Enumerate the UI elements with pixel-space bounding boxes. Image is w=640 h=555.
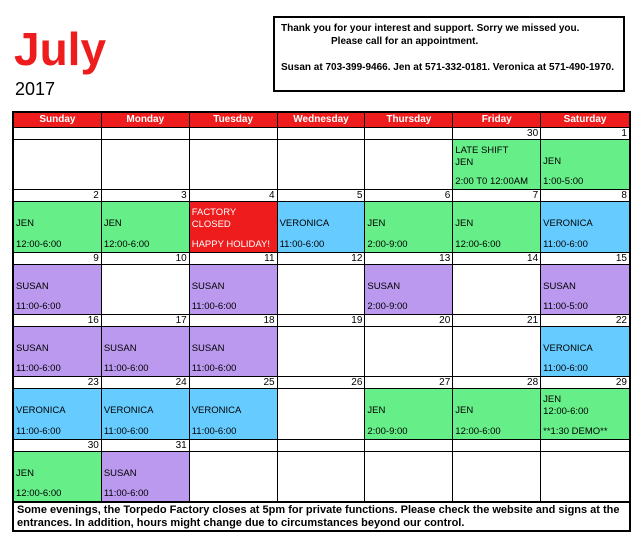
day-cell bbox=[541, 189, 629, 251]
shift-time: 11:00-6:00 bbox=[103, 425, 149, 437]
shift-detail: CLOSED bbox=[191, 219, 231, 231]
shift-block bbox=[14, 140, 101, 189]
day-cell bbox=[278, 439, 366, 501]
day-cell bbox=[190, 127, 278, 189]
shift-block bbox=[14, 452, 101, 501]
day-cell bbox=[541, 439, 629, 501]
shift-detail: JEN bbox=[455, 157, 474, 168]
note-line-3: Susan at 703-399-9466. Jen at 571-332-0181. Veronica at 571-490-1970. bbox=[281, 62, 614, 73]
month-title: July bbox=[14, 23, 107, 75]
day-number bbox=[278, 440, 365, 452]
day-number: 10 bbox=[102, 253, 189, 265]
shift-block bbox=[453, 452, 540, 501]
day-cell bbox=[541, 127, 629, 189]
note-line-2: Please call for an appointment. bbox=[331, 36, 479, 47]
shift-name: SUSAN bbox=[367, 280, 401, 292]
shift-time: 11:00-6:00 bbox=[103, 487, 149, 499]
shift-name: JEN bbox=[103, 218, 122, 230]
weekday-header bbox=[14, 113, 629, 127]
day-cell bbox=[190, 439, 278, 501]
day-number: 28 bbox=[453, 377, 540, 389]
shift-time: 11:00-6:00 bbox=[103, 363, 149, 375]
shift-time: 11:00-6:00 bbox=[16, 363, 61, 375]
shift-block bbox=[453, 389, 540, 438]
day-cell bbox=[14, 439, 102, 501]
shift-name: JEN bbox=[367, 218, 386, 230]
weekday-tuesday: Tuesday bbox=[190, 113, 278, 127]
shift-name: SUSAN bbox=[543, 280, 576, 292]
day-cell bbox=[541, 314, 629, 376]
weekday-thursday: Thursday bbox=[365, 113, 453, 127]
day-number: 27 bbox=[365, 377, 452, 389]
day-cell bbox=[14, 252, 102, 314]
day-cell bbox=[278, 376, 366, 438]
shift-name: VERONICA bbox=[103, 405, 154, 417]
day-cell bbox=[102, 189, 190, 251]
shift-block bbox=[453, 265, 540, 314]
shift-name: SUSAN bbox=[16, 342, 49, 354]
day-cell bbox=[453, 314, 541, 376]
shift-name: JEN bbox=[543, 156, 562, 167]
day-number bbox=[190, 128, 277, 140]
shift-block bbox=[190, 452, 277, 501]
shift-detail: 12:00-6:00 bbox=[543, 406, 589, 418]
day-number: 25 bbox=[190, 377, 277, 389]
shift-time: 11:00-6:00 bbox=[543, 238, 588, 250]
day-number: 29 bbox=[541, 377, 629, 389]
shift-block bbox=[102, 202, 189, 251]
day-number bbox=[365, 128, 452, 140]
day-cell bbox=[14, 376, 102, 438]
shift-name: VERONICA bbox=[543, 218, 593, 230]
shift-block bbox=[14, 389, 101, 438]
day-cell bbox=[102, 314, 190, 376]
shift-name: JEN bbox=[16, 467, 34, 479]
shift-name: JEN bbox=[455, 218, 474, 230]
day-cell bbox=[541, 376, 629, 438]
shift-block bbox=[190, 140, 277, 189]
shift-time: HAPPY HOLIDAY! bbox=[191, 238, 271, 250]
shift-block bbox=[541, 389, 629, 438]
day-number: 11 bbox=[190, 253, 277, 265]
day-cell bbox=[278, 127, 366, 189]
day-cell bbox=[14, 314, 102, 376]
day-cell bbox=[278, 189, 366, 251]
shift-time: 11:00-5:00 bbox=[543, 300, 588, 312]
shift-block bbox=[453, 327, 540, 376]
weekday-wednesday: Wednesday bbox=[278, 113, 366, 127]
shift-block bbox=[278, 327, 365, 376]
day-cell bbox=[102, 376, 190, 438]
shift-block bbox=[541, 327, 629, 376]
calendar-weeks bbox=[14, 127, 629, 501]
day-number bbox=[541, 440, 629, 452]
shift-name: VERONICA bbox=[16, 405, 66, 417]
day-number: 13 bbox=[365, 253, 452, 265]
shift-block bbox=[102, 140, 189, 189]
day-cell bbox=[541, 252, 629, 314]
shift-block bbox=[365, 389, 452, 438]
shift-name: LATE SHIFT bbox=[455, 145, 509, 156]
shift-time: 1:00-5:00 bbox=[543, 176, 584, 188]
day-number: 9 bbox=[14, 253, 101, 265]
shift-block bbox=[190, 327, 277, 376]
shift-block bbox=[365, 452, 452, 501]
shift-time: 12:00-6:00 bbox=[455, 238, 501, 250]
day-cell bbox=[365, 439, 453, 501]
year-label: 2017 bbox=[15, 79, 56, 99]
shift-time: 2:00-9:00 bbox=[367, 425, 408, 437]
shift-name: SUSAN bbox=[16, 280, 49, 292]
shift-name: JEN bbox=[455, 405, 474, 417]
day-number: 30 bbox=[14, 440, 101, 452]
day-cell bbox=[453, 252, 541, 314]
shift-block bbox=[190, 265, 277, 314]
day-cell bbox=[278, 252, 366, 314]
day-cell bbox=[190, 314, 278, 376]
shift-time: 12:00-6:00 bbox=[16, 238, 62, 250]
day-cell bbox=[102, 127, 190, 189]
day-cell bbox=[14, 127, 102, 189]
day-number bbox=[14, 128, 101, 140]
day-number bbox=[102, 128, 189, 140]
shift-block bbox=[102, 452, 189, 501]
shift-block bbox=[14, 265, 101, 314]
shift-block bbox=[278, 452, 365, 501]
day-number: 23 bbox=[14, 377, 101, 389]
day-number: 26 bbox=[278, 377, 365, 389]
day-number bbox=[453, 440, 540, 452]
shift-block bbox=[190, 202, 277, 251]
shift-block bbox=[278, 202, 365, 251]
shift-name: SUSAN bbox=[103, 467, 137, 479]
day-number: 4 bbox=[190, 190, 277, 202]
shift-time: 11:00-6:00 bbox=[16, 300, 61, 312]
note-line-1: Thank you for your interest and support. Sorry we missed you. bbox=[281, 23, 580, 34]
shift-name: VERONICA bbox=[191, 405, 242, 417]
day-number: 19 bbox=[278, 315, 365, 327]
day-cell bbox=[453, 376, 541, 438]
day-number: 12 bbox=[278, 253, 365, 265]
day-number bbox=[190, 440, 277, 452]
shift-block bbox=[102, 389, 189, 438]
weekday-friday: Friday bbox=[453, 113, 541, 127]
shift-block bbox=[453, 202, 540, 251]
shift-name: JEN bbox=[543, 394, 562, 406]
shift-time: 11:00-6:00 bbox=[191, 300, 237, 312]
shift-name: SUSAN bbox=[191, 342, 225, 354]
shift-time: 2:00-9:00 bbox=[367, 300, 408, 312]
shift-block bbox=[102, 265, 189, 314]
shift-block bbox=[102, 327, 189, 376]
day-number: 6 bbox=[365, 190, 452, 202]
shift-name: JEN bbox=[16, 218, 34, 230]
shift-name: VERONICA bbox=[279, 218, 330, 230]
shift-block bbox=[453, 140, 540, 189]
day-cell bbox=[278, 314, 366, 376]
shift-block bbox=[365, 140, 452, 189]
day-number: 24 bbox=[102, 377, 189, 389]
day-number bbox=[365, 440, 452, 452]
day-cell bbox=[102, 439, 190, 501]
weekday-monday: Monday bbox=[102, 113, 190, 127]
shift-block bbox=[365, 327, 452, 376]
shift-block bbox=[278, 265, 365, 314]
shift-block bbox=[278, 140, 365, 189]
shift-name: FACTORY bbox=[191, 207, 237, 219]
day-cell bbox=[102, 252, 190, 314]
contact-note bbox=[273, 16, 625, 92]
day-number: 8 bbox=[541, 190, 629, 202]
day-number: 22 bbox=[541, 315, 629, 327]
day-cell bbox=[190, 189, 278, 251]
day-cell bbox=[190, 252, 278, 314]
shift-block bbox=[541, 140, 629, 189]
day-number: 3 bbox=[102, 190, 189, 202]
shift-time: **1:30 DEMO** bbox=[543, 425, 608, 437]
day-number: 15 bbox=[541, 253, 629, 265]
shift-block bbox=[278, 389, 365, 438]
shift-block bbox=[14, 327, 101, 376]
day-cell bbox=[453, 439, 541, 501]
shift-block bbox=[541, 452, 629, 501]
shift-time: 11:00-6:00 bbox=[543, 363, 588, 375]
shift-block bbox=[365, 265, 452, 314]
shift-block bbox=[190, 389, 277, 438]
day-number: 18 bbox=[190, 315, 277, 327]
day-cell bbox=[453, 127, 541, 189]
day-number: 16 bbox=[14, 315, 101, 327]
day-number: 14 bbox=[453, 253, 540, 265]
day-cell bbox=[365, 127, 453, 189]
shift-time: 12:00-6:00 bbox=[16, 487, 62, 499]
calendar-grid bbox=[12, 111, 631, 503]
day-cell bbox=[365, 376, 453, 438]
shift-block bbox=[365, 202, 452, 251]
footer-note: Some evenings, the Torpedo Factory closes at 5pm for private functions. Please check the website and signs at the entrances. In addition, hours might change due to circumstances beyond our control. bbox=[12, 503, 631, 532]
shift-block bbox=[541, 265, 629, 314]
day-number: 30 bbox=[453, 128, 540, 140]
shift-time: 12:00-6:00 bbox=[103, 238, 150, 250]
shift-time: 12:00-6:00 bbox=[455, 425, 501, 437]
weekday-saturday: Saturday bbox=[563, 114, 607, 125]
shift-name: VERONICA bbox=[543, 342, 593, 354]
day-number: 31 bbox=[102, 440, 189, 452]
day-cell bbox=[453, 189, 541, 251]
day-number: 20 bbox=[365, 315, 452, 327]
day-cell bbox=[190, 376, 278, 438]
shift-time: 2:00-9:00 bbox=[367, 238, 408, 250]
shift-block bbox=[14, 202, 101, 251]
day-cell bbox=[365, 189, 453, 251]
day-number: 7 bbox=[453, 190, 540, 202]
shift-time: 11:00-6:00 bbox=[191, 363, 237, 375]
shift-time: 11:00-6:00 bbox=[16, 425, 61, 437]
day-number: 2 bbox=[14, 190, 101, 202]
day-cell bbox=[365, 252, 453, 314]
shift-name: JEN bbox=[367, 405, 386, 417]
shift-name: SUSAN bbox=[191, 280, 225, 292]
shift-time: 11:00-6:00 bbox=[279, 238, 325, 250]
day-number: 21 bbox=[453, 315, 540, 327]
day-cell bbox=[365, 314, 453, 376]
shift-time: 11:00-6:00 bbox=[191, 425, 237, 437]
shift-time: 2:00 T0 12:00AM bbox=[455, 176, 528, 188]
shift-block bbox=[541, 202, 629, 251]
day-number: 1 bbox=[541, 128, 629, 140]
day-number bbox=[278, 128, 365, 140]
day-cell bbox=[14, 189, 102, 251]
day-number: 5 bbox=[278, 190, 365, 202]
shift-name: SUSAN bbox=[103, 342, 137, 354]
day-number: 17 bbox=[102, 315, 189, 327]
weekday-sunday: Sunday bbox=[14, 113, 102, 127]
